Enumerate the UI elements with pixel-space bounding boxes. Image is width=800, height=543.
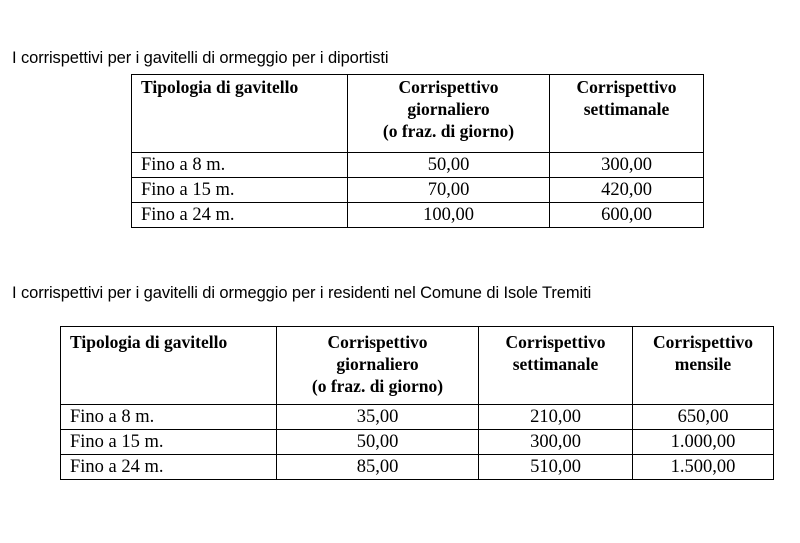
header-settimanale-line1: Corrispettivo bbox=[505, 332, 606, 352]
header-settimanale-line2: settimanale bbox=[583, 99, 670, 119]
cell-giornaliero: 50,00 bbox=[277, 430, 479, 455]
header-tipologia bbox=[132, 75, 348, 153]
cell-mensile: 1.000,00 bbox=[633, 430, 774, 455]
cell-settimanale: 300,00 bbox=[479, 430, 633, 455]
residenti-fee-table bbox=[60, 326, 774, 480]
header-mensile-line2: mensile bbox=[674, 354, 732, 374]
header-tipologia-label: Tipologia di gavitello bbox=[70, 332, 228, 352]
cell-tipologia: Fino a 8 m. bbox=[61, 405, 277, 430]
cell-tipologia: Fino a 15 m. bbox=[132, 178, 348, 203]
table-header-row bbox=[132, 75, 704, 153]
cell-giornaliero: 100,00 bbox=[348, 203, 550, 228]
diportisti-fee-table bbox=[131, 74, 704, 228]
cell-settimanale: 420,00 bbox=[550, 178, 704, 203]
cell-tipologia: Fino a 8 m. bbox=[132, 153, 348, 178]
table-row bbox=[132, 153, 704, 178]
residenti-caption: I corrispettivi per i gavitelli di ormeggio per i residenti nel Comune di Isole Tremiti bbox=[12, 284, 592, 302]
header-giornaliero bbox=[277, 327, 479, 405]
header-giornaliero-line3: (o fraz. di giorno) bbox=[382, 121, 515, 141]
cell-tipologia: Fino a 24 m. bbox=[61, 455, 277, 480]
header-tipologia-label: Tipologia di gavitello bbox=[141, 77, 299, 97]
cell-giornaliero: 70,00 bbox=[348, 178, 550, 203]
header-giornaliero-line2: giornaliero bbox=[336, 354, 419, 374]
cell-settimanale: 600,00 bbox=[550, 203, 704, 228]
header-tipologia bbox=[61, 327, 277, 405]
diportisti-caption: I corrispettivi per i gavitelli di ormeggio per i diportisti bbox=[12, 49, 389, 67]
header-giornaliero-line2: giornaliero bbox=[407, 99, 490, 119]
header-giornaliero-line3: (o fraz. di giorno) bbox=[311, 376, 444, 396]
table-row bbox=[61, 405, 774, 430]
table-row bbox=[132, 178, 704, 203]
table-row bbox=[132, 203, 704, 228]
cell-tipologia: Fino a 24 m. bbox=[132, 203, 348, 228]
header-settimanale-line1: Corrispettivo bbox=[576, 77, 677, 97]
cell-giornaliero: 85,00 bbox=[277, 455, 479, 480]
table-header-row bbox=[61, 327, 774, 405]
cell-mensile: 1.500,00 bbox=[633, 455, 774, 480]
cell-settimanale: 210,00 bbox=[479, 405, 633, 430]
cell-settimanale: 300,00 bbox=[550, 153, 704, 178]
cell-mensile: 650,00 bbox=[633, 405, 774, 430]
table-row bbox=[61, 455, 774, 480]
cell-giornaliero: 50,00 bbox=[348, 153, 550, 178]
cell-giornaliero: 35,00 bbox=[277, 405, 479, 430]
cell-settimanale: 510,00 bbox=[479, 455, 633, 480]
header-giornaliero-line1: Corrispettivo bbox=[327, 332, 428, 352]
header-settimanale-line2: settimanale bbox=[512, 354, 599, 374]
header-settimanale bbox=[550, 75, 704, 153]
header-settimanale bbox=[479, 327, 633, 405]
cell-tipologia: Fino a 15 m. bbox=[61, 430, 277, 455]
header-mensile-line1: Corrispettivo bbox=[652, 332, 754, 352]
header-giornaliero bbox=[348, 75, 550, 153]
header-giornaliero-line1: Corrispettivo bbox=[398, 77, 499, 97]
header-mensile bbox=[633, 327, 774, 405]
table-row bbox=[61, 430, 774, 455]
